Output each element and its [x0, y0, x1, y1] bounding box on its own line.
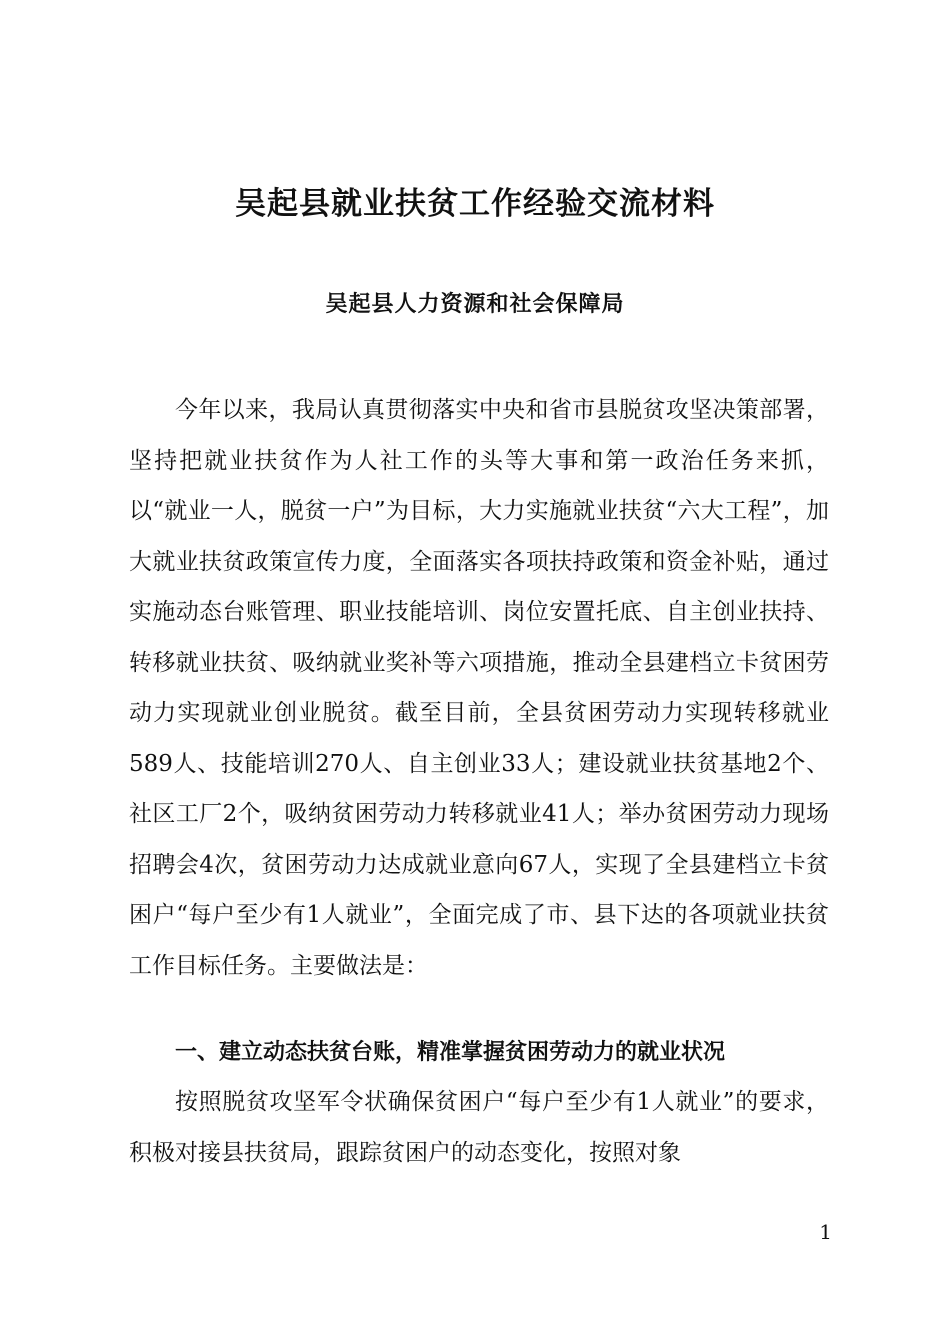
body-paragraph-2: 按照脱贫攻坚军令状确保贫困户“每户至少有1人就业”的要求，积极对接县扶贫局，跟踪贫困户的动态变化，按照对象: [129, 1089, 829, 1166]
page-number: 1: [819, 1220, 832, 1244]
section-heading-1: 一、建立动态扶贫台账，精准掌握贫困劳动力的就业状况: [175, 1040, 726, 1065]
document-title: 吴起县就业扶贫工作经验交流材料: [235, 186, 715, 222]
body-paragraph-1: 今年以来，我局认真贯彻落实中央和省市县脱贫攻坚决策部署，坚持把就业扶贫作为人社工作的头等大事和第一政治任务来抓，以“就业一人，脱贫一户”为目标，大力实施就业扶贫“六大工程”，加大就业扶贫政策宣传力度，全面落实各项扶持政策和资金补贴，通过实施动态台账管理、职业技能培训、岗位安置托底、自主创业扶持、转移就业扶贫、吸纳就业奖补等六项措施，推动全县建档立卡贫困劳动力实现就业创业脱贫。截至目前，全县贫困劳动力实现转移就业589人、技能培训270人、自主创业33人；建设就业扶贫基地2个、社区工厂2个，吸纳贫困劳动力转移就业41人；举办贫困劳动力现场招聘会4次，贫困劳动力达成就业意向67人，实现了全县建档立卡贫困户“每户至少有1人就业”，全面完成了市、县下达的各项就业扶贫工作目标任务。主要做法是：: [129, 397, 829, 979]
document-author: 吴起县人力资源和社会保障局: [325, 291, 625, 317]
